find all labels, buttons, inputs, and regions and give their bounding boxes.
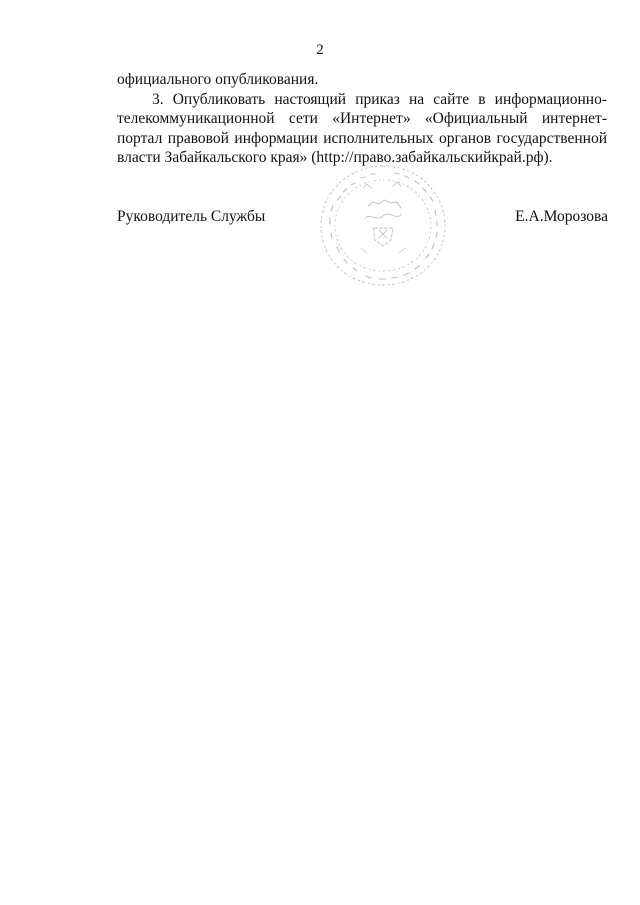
signatory-name: Е.А.Морозова — [515, 208, 608, 225]
signature-row — [117, 207, 608, 229]
signatory-title: Руководитель Службы — [117, 208, 266, 225]
document-body — [117, 70, 607, 168]
paragraph-continuation: официального опубликования. — [117, 71, 319, 88]
paragraph-item-3: 3. Опубликовать настоящий приказ на сайте в информационно-телекоммуникационной сети «Интернет» «Официальный интернет-портал правовой информации исполнительных органов государственной власти Забайкальского края» (http://право.забайкальскийкрай.рф). — [117, 90, 607, 166]
page-number: 2 — [316, 42, 324, 58]
